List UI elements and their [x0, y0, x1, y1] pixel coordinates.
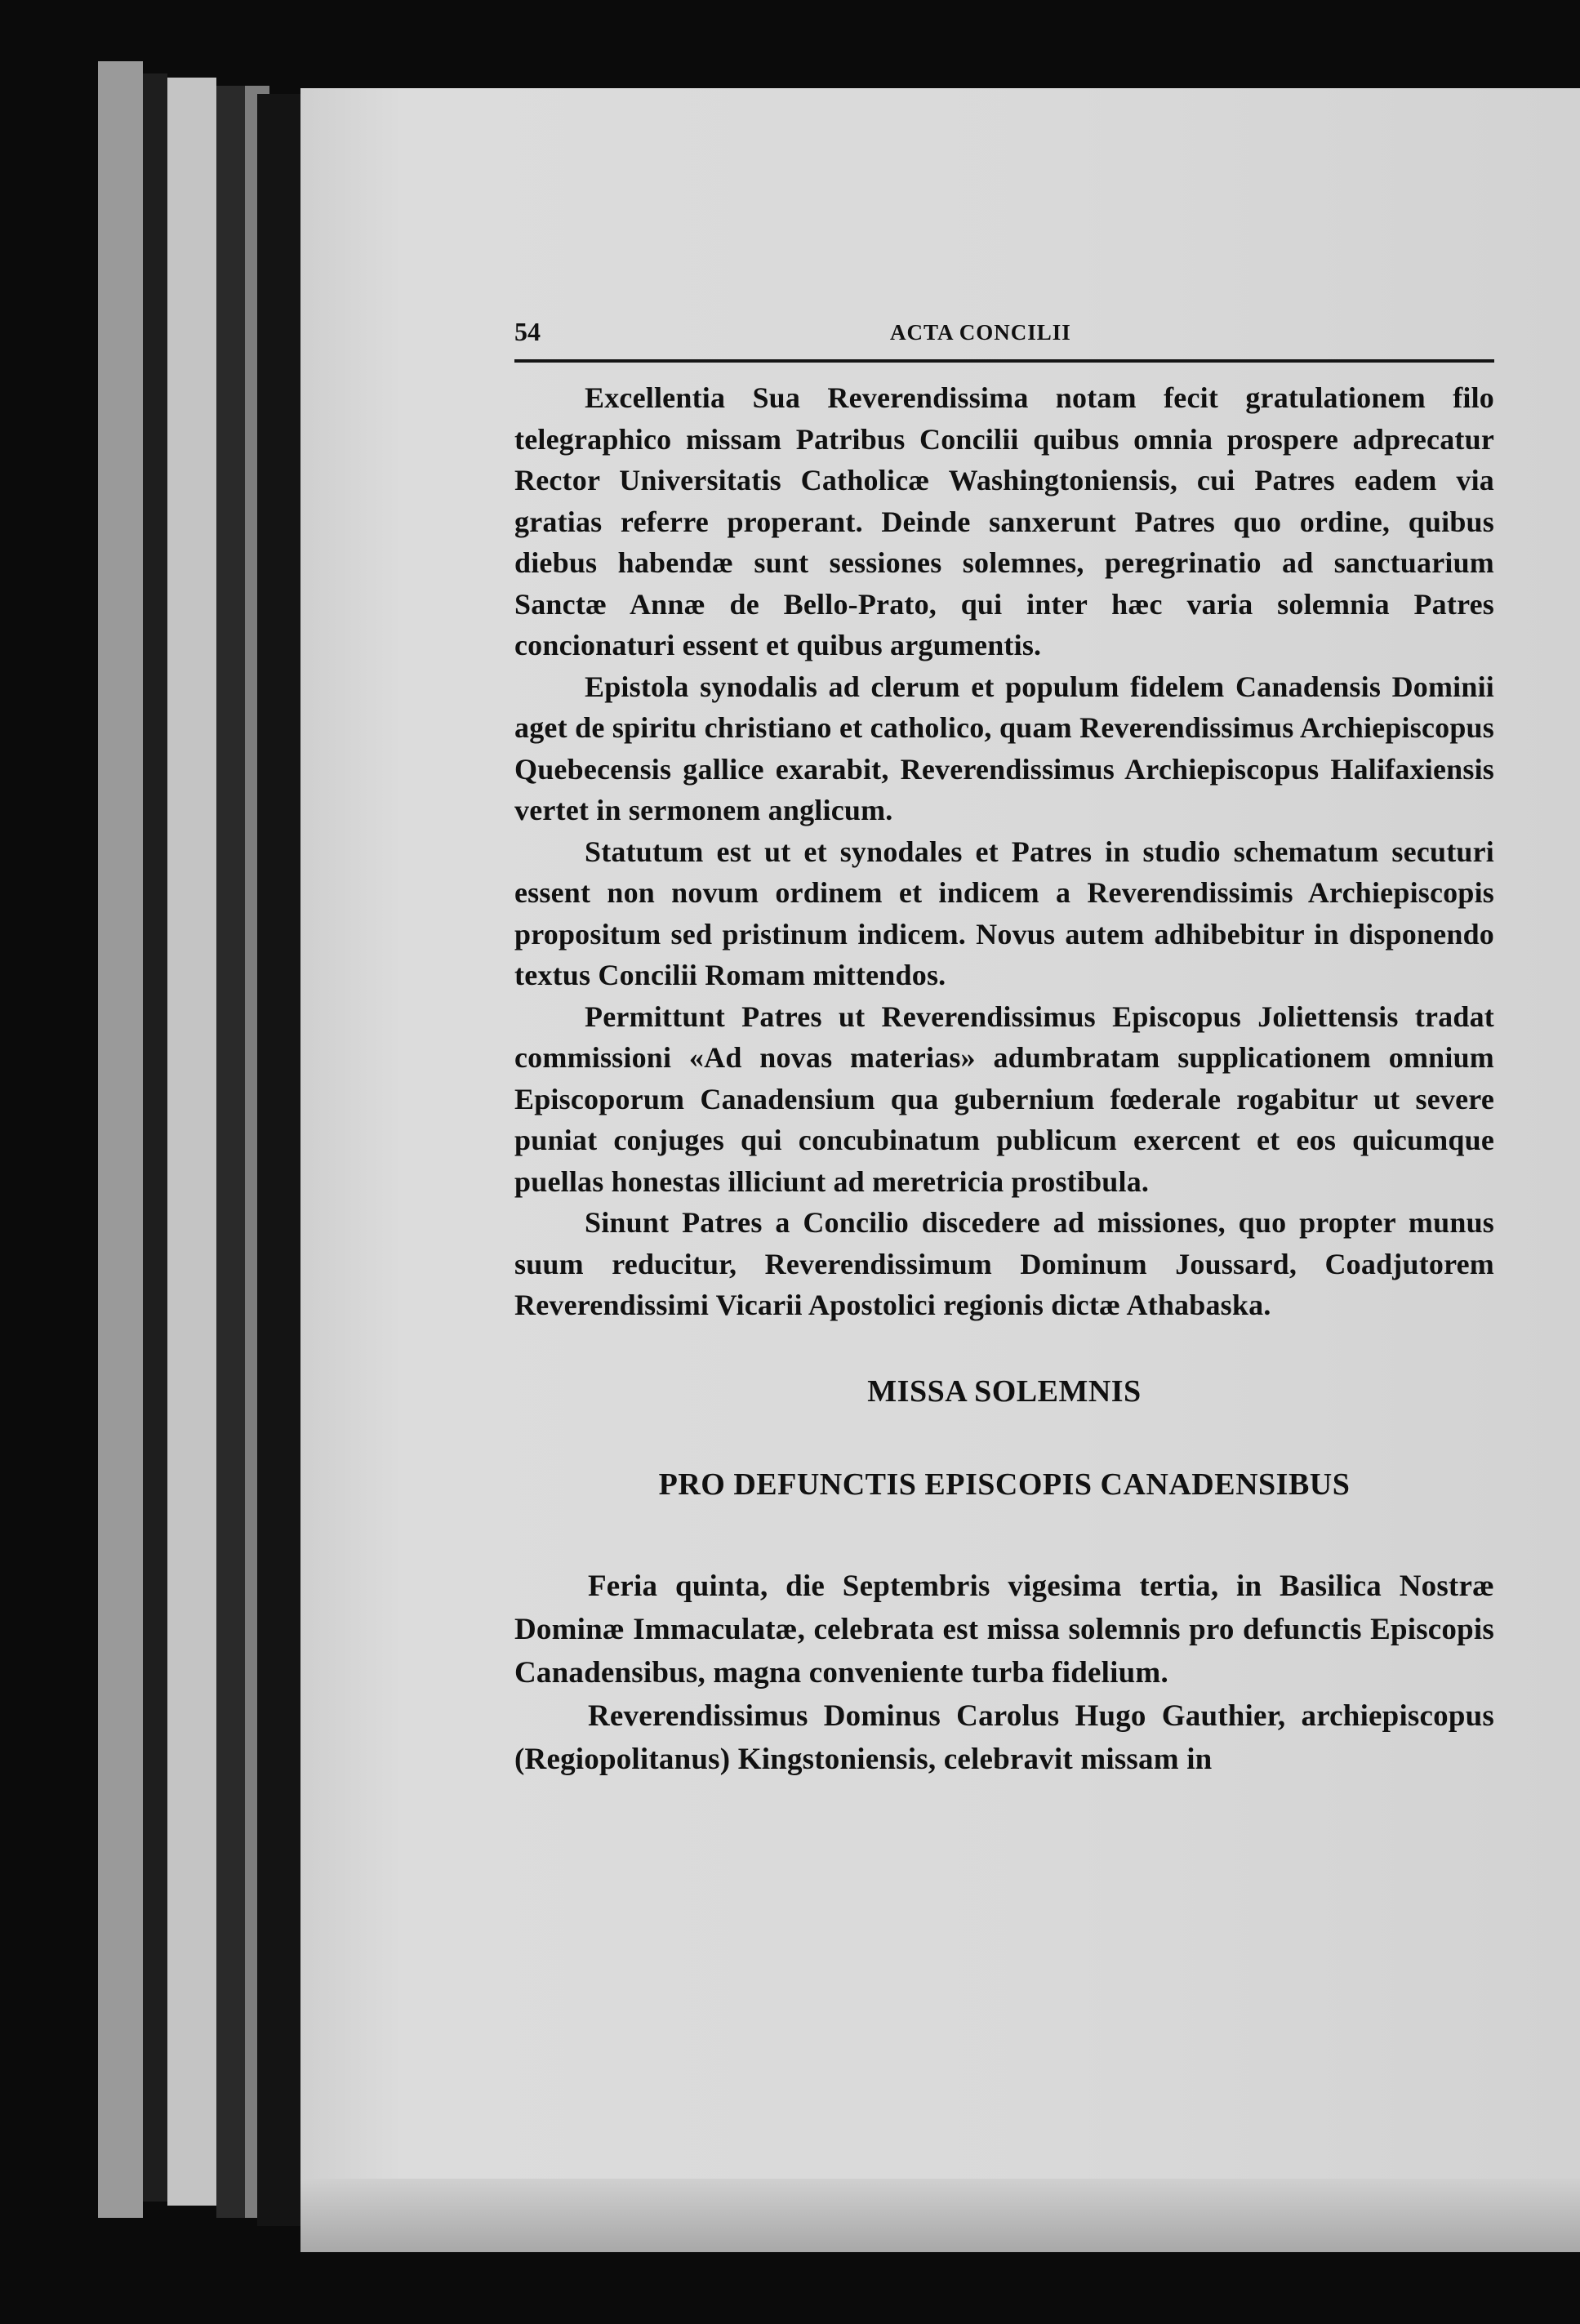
- page-content: [514, 317, 1494, 1781]
- paragraph: Statutum est ut et synodales et Patres in studio schematum secuturi essent non novum ordinem et indicem a Reverendissimis Archiepiscopis propositum sed pristinum indicem. Novus autem adhibebitur in disponendo textus Concilii Romam mittendos.: [514, 835, 1494, 991]
- book-page: [300, 88, 1580, 2252]
- paragraph: Feria quinta, die Septembris vigesima tertia, in Basilica Nostræ Dominæ Immaculatæ, celebrata est missa solemnis pro defunctis Episcopis Canadensibus, magna conveniente turba fidelium.: [514, 1569, 1494, 1690]
- paragraph: Reverendissimus Dominus Carolus Hugo Gauthier, archiepiscopus (Regiopolitanus) Kingstoniensis, celebravit missam in: [514, 1698, 1494, 1776]
- paragraph: Permittunt Patres ut Reverendissimus Episcopus Joliettensis tradat commissioni «Ad novas materias» adumbratam supplicationem omnium Episcoporum Canadensium qua gubernium fœderale rogabitur ut severe puniat conjuges qui concubinatum publicum exercent et eos quicumque puellas honestas illiciunt ad meretricia prostibula.: [514, 999, 1494, 1198]
- page-bottom-shadow: [300, 2179, 1580, 2252]
- header-rule: [514, 359, 1494, 363]
- section-body: [514, 1565, 1494, 1781]
- page-edge: [143, 73, 167, 2202]
- page-number: 54: [514, 317, 541, 346]
- section-subtitle: PRO DEFUNCTIS EPISCOPIS CANADENSIBUS: [658, 1467, 1351, 1502]
- running-title: ACTA CONCILII: [890, 320, 1071, 345]
- page-edge: [98, 61, 143, 2218]
- paragraph: Excellentia Sua Reverendissima notam fecit gratulationem filo telegraphico missam Patribus Concilii quibus omnia prospere adprecatur Rector Universitatis Catholicæ Washingtoniensis, cui Patres eadem via gratias referre properant. Deinde sanxerunt Patres quo ordine, quibus diebus habendæ sunt sessiones solemnes, peregrinatio ad sanctuarium Sanctæ Annæ de Bello-Prato, qui inter hæc varia solemnia Patres concionaturi essent et quibus argumentis.: [514, 381, 1494, 661]
- body-text: [514, 377, 1494, 1326]
- page-binding-shadow: [257, 94, 302, 2226]
- paragraph: Sinunt Patres a Concilio discedere ad missiones, quo propter munus suum reducitur, Reverendissimum Dominum Joussard, Coadjutorem Reverendissimi Vicarii Apostolici regionis dictæ Athabaska.: [514, 1206, 1494, 1321]
- section-title: MISSA SOLEMNIS: [867, 1373, 1142, 1409]
- paragraph: Epistola synodalis ad clerum et populum fidelem Canadensis Dominii aget de spiritu christiano et catholico, quam Reverendissimus Archiepiscopus Quebecensis gallice exarabit, Reverendissimus Archiepiscopus Halifaxiensis vertet in sermonem anglicum.: [514, 670, 1494, 826]
- running-head: [514, 317, 1494, 359]
- page-edge: [167, 78, 216, 2206]
- page-edge: [216, 86, 245, 2218]
